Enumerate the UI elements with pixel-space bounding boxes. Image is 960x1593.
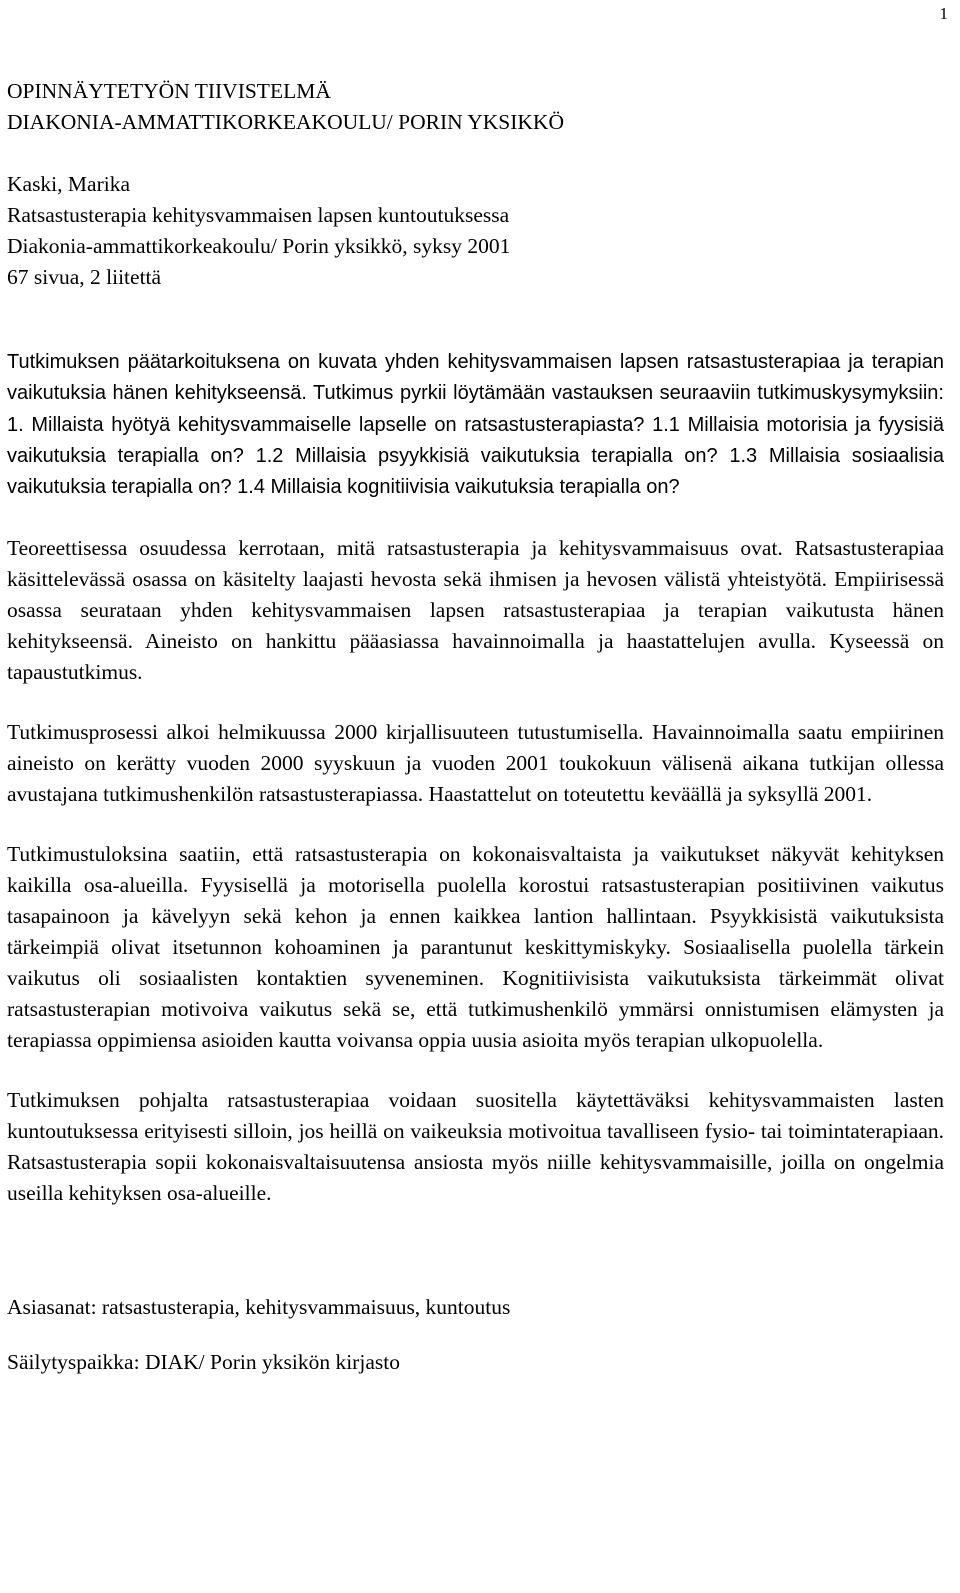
archive-location: Säilytyspaikka: DIAK/ Porin yksikön kirjasto: [7, 1350, 400, 1375]
institution-name: DIAKONIA-AMMATTIKORKEAKOULU/ PORIN YKSIKKÖ: [7, 110, 564, 134]
abstract-paragraph-process: Tutkimusprosessi alkoi helmikuussa 2000 kirjallisuuteen tutustumisella. Havainnoimalla saatu empiirinen aineisto on kerätty vuoden 2000 syyskuun ja vuoden 2001 toukokuun välisenä aikana tutkijan ollessa avustajana tutkimushenkilön ratsastusterapiassa. Haastattelut on toteutettu keväällä ja syksyllä 2001.: [7, 720, 944, 807]
thesis-title: Ratsastusterapia kehitysvammaisen lapsen kuntoutuksessa: [7, 203, 510, 227]
unit-and-term: Diakonia-ammattikorkeakoulu/ Porin yksikkö, syksy 2001: [7, 234, 511, 258]
page-count: 67 sivua, 2 liitettä: [7, 265, 162, 289]
abstract-page: [7, 76, 944, 1378]
keywords: Asiasanat: ratsastusterapia, kehitysvammaisuus, kuntoutus: [7, 1295, 511, 1320]
author-name: Kaski, Marika: [7, 172, 130, 196]
abstract-paragraph-results: Tutkimustuloksina saatiin, että ratsastusterapia on kokonaisvaltaista ja vaikutukset näkyvät kehityksen kaikilla osa-alueilla. Fyysisellä ja motorisella puolella korostui ratsastusterapian positiivinen vaikutus tasapainoon ja kävelyyn sekä kehon ja ennen kaikkea lantion hallintaan. Psyykkisistä vaikutuksista tärkeimpiä olivat itsetunnon kohoaminen ja parantunut keskittymiskyky. Sosiaalisella puolella tärkein vaikutus oli sosiaalisten kontaktien syveneminen. Kognitiivisista vaikutuksista tärkeimmät olivat ratsastusterapian motivoiva vaikutus sekä se, että tutkimushenkilö ymmärsi onnistumisen elämysten ja terapiassa oppimiensa asioiden kautta voivansa oppia uusia asioita myös terapian ulkopuolella.: [7, 842, 944, 1053]
abstract-paragraph-purpose: Tutkimuksen päätarkoituksena on kuvata yhden kehitysvammaisen lapsen ratsastusterapiaa ja terapian vaikutuksia hänen kehitykseensä. Tutkimus pyrkii löytämään vastauksen seuraaviin tutkimuskysymyksiin: 1. Millaista hyötyä kehitysvammaiselle lapselle on ratsastusterapiasta? 1.1 Millaisia motorisia ja fyysisiä vaikutuksia terapialla on? 1.2 Millaisia psyykkisiä vaikutuksia terapialla on? 1.3 Millaisia sosiaalisia vaikutuksia terapialla on? 1.4 Millaisia kognitiivisia vaikutuksia terapialla on?: [7, 351, 944, 499]
abstract-paragraph-recommendation: Tutkimuksen pohjalta ratsastusterapiaa voidaan suositella käytettäväksi kehitysvammaisten lasten kuntoutuksessa erityisesti silloin, jos heillä on vaikeuksia motivoitua tavalliseen fysio- tai toimintaterapiaan. Ratsastusterapia sopii kokonaisvaltaisuutensa ansiosta myös niille kehitysvammaisille, joilla on ongelmia useilla kehityksen osa-alueille.: [7, 1088, 944, 1206]
page-number: 1: [939, 4, 948, 23]
document-title: OPINNÄYTETYÖN TIIVISTELMÄ: [7, 79, 331, 103]
abstract-paragraph-theory: Teoreettisessa osuudessa kerrotaan, mitä ratsastusterapia ja kehitysvammaisuus ovat. Ratsastusterapiaa käsittelevässä osassa on käsitelty laajasti hevosta sekä ihmisen ja hevosen välistä yhteistyötä. Empiirisessä osassa seurataan yhden kehitysvammaisen lapsen ratsastusterapiaa ja terapian vaikutusta hänen kehitykseensä. Aineisto on hankittu pääasiassa havainnoimalla ja haastattelujen avulla. Kyseessä on tapaustutkimus.: [7, 536, 944, 685]
